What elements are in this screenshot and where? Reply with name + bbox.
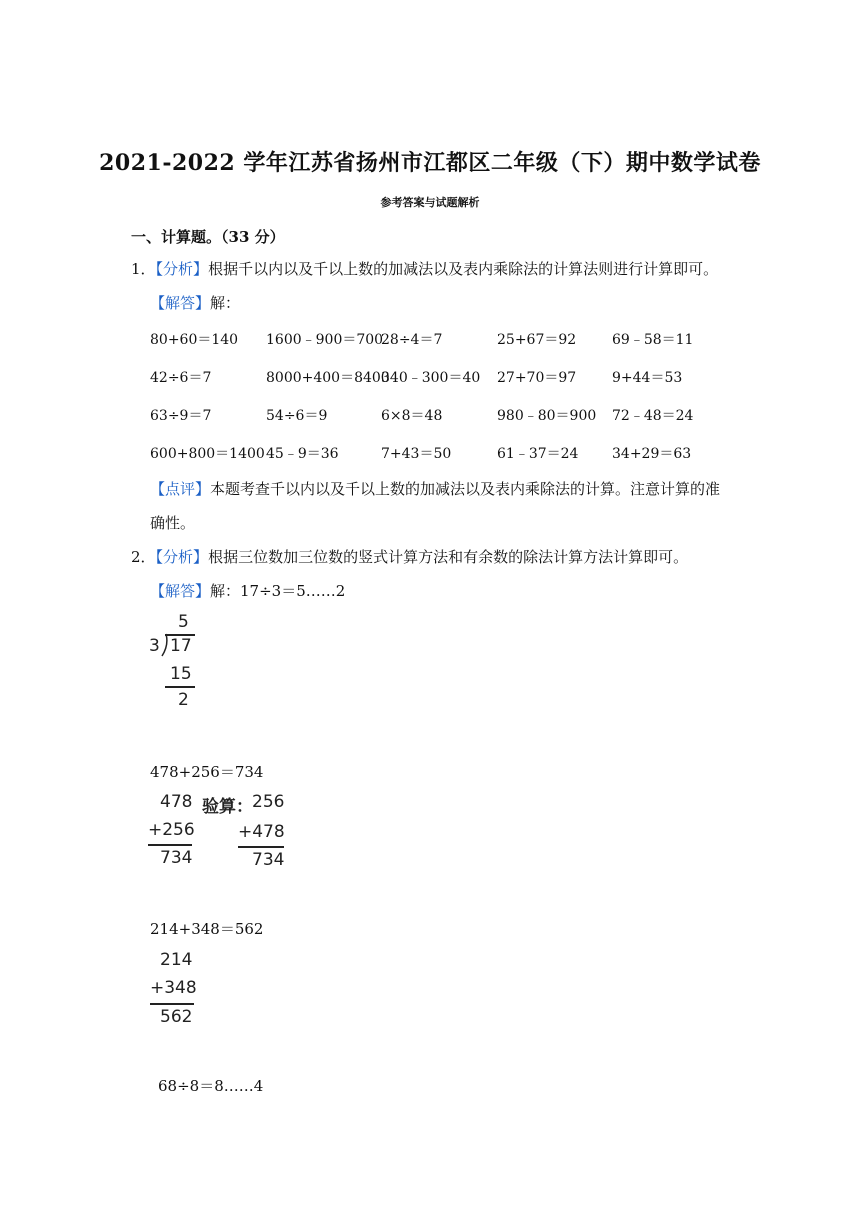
q2-equation-3: 214+348＝562 bbox=[150, 920, 264, 938]
q1-comment-line bbox=[150, 478, 720, 499]
section-heading: 一、计算题。（33 分） bbox=[131, 228, 285, 246]
q2-number: 2． bbox=[131, 548, 156, 566]
q1-analysis-text: 根据千以内以及千以上数的加减法以及表内乘除法的计算法则进行计算即可。 bbox=[208, 260, 719, 278]
q1-comment-line-2: 确性。 bbox=[150, 514, 196, 532]
grid-cell: 8000+400＝8400 bbox=[266, 370, 390, 386]
q1-comment-text: 本题考查千以内以及千以上数的加减法以及表内乘除法的计算。注意计算的准 bbox=[210, 480, 721, 498]
page-title: 2021-2022 学年江苏省扬州市江都区二年级（下）期中数学试卷 bbox=[99, 150, 761, 176]
check-sum-rule bbox=[238, 846, 284, 848]
grid-cell: 34+29＝63 bbox=[612, 446, 692, 462]
q1-answer-line bbox=[150, 292, 240, 313]
sum-rule bbox=[148, 844, 192, 846]
grid-cell: 72﹣48＝24 bbox=[612, 408, 694, 424]
sum-rule bbox=[150, 1003, 194, 1005]
grid-cell: 1600﹣900＝700 bbox=[266, 332, 384, 348]
q2-answer-text: 解：17÷3＝5……2 bbox=[210, 582, 346, 600]
division-bracket bbox=[160, 633, 170, 657]
grid-cell: 7+43＝50 bbox=[381, 446, 452, 462]
vertical-addition-figure-2 bbox=[148, 948, 200, 1032]
division-product: 15 bbox=[170, 664, 192, 684]
grid-cell: 80+60＝140 bbox=[150, 332, 239, 348]
sum: 562 bbox=[160, 1007, 193, 1027]
grid-cell: 28÷4＝7 bbox=[381, 332, 443, 348]
check-sum: 734 bbox=[252, 850, 285, 870]
q1-answer-text: 解： bbox=[210, 294, 241, 312]
q2-analysis-text: 根据三位数加三位数的竖式计算方法和有余数的除法计算方法计算即可。 bbox=[208, 548, 689, 566]
q2-answer-tag: 【解答】 bbox=[150, 582, 211, 600]
q1-analysis-line bbox=[131, 258, 718, 279]
grid-cell: 600+800＝1400 bbox=[150, 446, 265, 462]
division-dividend: 17 bbox=[170, 636, 192, 656]
grid-cell: 980﹣80＝900 bbox=[497, 408, 597, 424]
grid-cell: 69﹣58＝11 bbox=[612, 332, 694, 348]
q1-comment-tag: 【点评】 bbox=[150, 480, 211, 498]
division-divisor: 3 bbox=[149, 636, 160, 656]
addend-1: 214 bbox=[160, 950, 193, 970]
q1-number: 1． bbox=[131, 260, 156, 278]
check-label: 验算： bbox=[202, 797, 253, 817]
division-remainder: 2 bbox=[178, 690, 189, 710]
check-addend-1: 256 bbox=[252, 792, 285, 812]
grid-cell: 340﹣300＝40 bbox=[381, 370, 481, 386]
grid-cell: 63÷9＝7 bbox=[150, 408, 212, 424]
q2-analysis-tag: 【分析】 bbox=[155, 548, 209, 566]
q1-answer-tag: 【解答】 bbox=[150, 294, 211, 312]
grid-cell: 6×8＝48 bbox=[381, 408, 443, 424]
grid-cell: 25+67＝92 bbox=[497, 332, 577, 348]
page-subtitle: 参考答案与试题解析 bbox=[380, 196, 480, 209]
q2-equation-2: 478+256＝734 bbox=[150, 763, 264, 781]
vertical-addition-figure bbox=[146, 790, 288, 874]
q2-equation-4: 68÷8＝8……4 bbox=[158, 1077, 264, 1095]
division-quotient: 5 bbox=[178, 612, 189, 632]
q2-analysis-line bbox=[131, 546, 688, 567]
addend-2: +348 bbox=[150, 978, 197, 998]
grid-cell: 54÷6＝9 bbox=[266, 408, 328, 424]
sum: 734 bbox=[160, 848, 193, 868]
q1-analysis-tag: 【分析】 bbox=[155, 260, 209, 278]
long-division-figure bbox=[148, 612, 200, 712]
grid-cell: 45﹣9＝36 bbox=[266, 446, 339, 462]
addend-2: +256 bbox=[148, 820, 195, 840]
q2-answer-line bbox=[150, 580, 345, 601]
division-subtract-rule bbox=[165, 686, 195, 688]
grid-cell: 61﹣37＝24 bbox=[497, 446, 579, 462]
grid-cell: 9+44＝53 bbox=[612, 370, 683, 386]
addend-1: 478 bbox=[160, 792, 193, 812]
grid-cell: 27+70＝97 bbox=[497, 370, 577, 386]
grid-cell: 42÷6＝7 bbox=[150, 370, 212, 386]
check-addend-2: +478 bbox=[238, 822, 285, 842]
